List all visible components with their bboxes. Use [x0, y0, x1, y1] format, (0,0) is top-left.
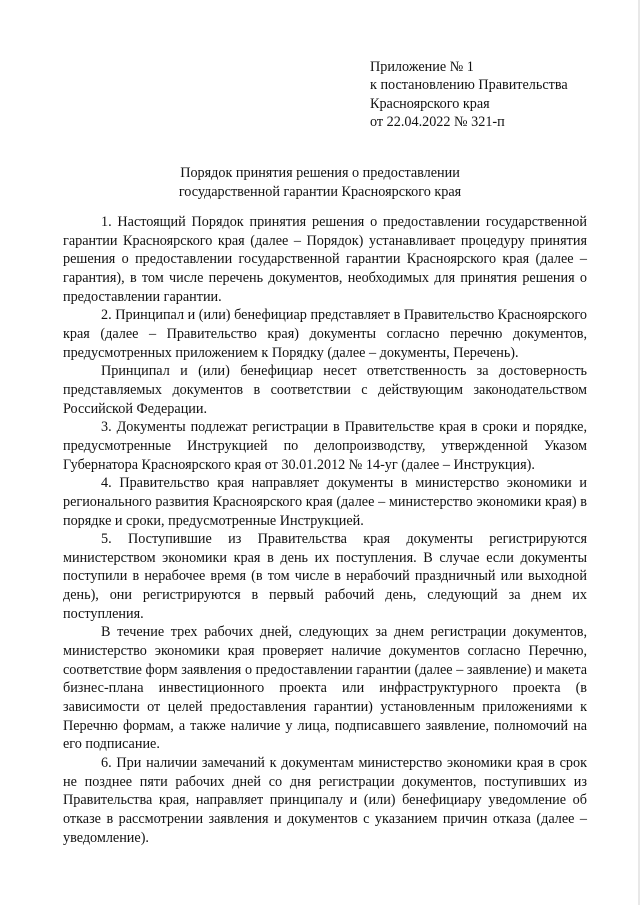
document-title	[60, 164, 580, 201]
appendix-header	[370, 58, 620, 131]
paragraph-2-responsibility: Принципал и (или) бенефициар несет ответственность за достоверность представляемых документов в соответствии с действующим законодательством Российской Федерации.	[63, 363, 587, 417]
paragraph-4: 4. Правительство края направляет документы в министерство экономики и регионального развития Красноярского края (далее – министерство экономики края) в порядке и сроки, предусмотренные Инструкцией.	[63, 475, 587, 529]
paragraph-3: 3. Документы подлежат регистрации в Правительстве края в сроки и порядке, предусмотренные Инструкцией по делопроизводству, утвержденной Указом Губернатора Красноярского края от 30.01.2012 № 14-уг (далее – Инструкция).	[63, 419, 587, 473]
paragraph-6: 6. При наличии замечаний к документам министерство экономики края в срок не позднее пяти рабочих дней со дня регистрации документов, поступивших из Правительства края, направляет принципалу и (или) бенефициару уведомление об отказе в рассмотрении заявления и документов с указанием причин отказа (далее – уведомление).	[63, 755, 587, 846]
appendix-date-number: от 22.04.2022 № 321-п	[370, 113, 505, 130]
appendix-resolution-ref: к постановлению Правительства	[370, 77, 568, 94]
paragraph-1: 1. Настоящий Порядок принятия решения о предоставлении государственной гарантии Красноярского края (далее – Порядок) устанавливает процедуру принятия решения о предоставлении государственной гарантии Красноярского края (далее – гарантия), в том числе перечень документов, необходимых для принятия решения о предоставлении гарантии.	[63, 214, 587, 305]
paragraph-5: 5. Поступившие из Правительства края документы регистрируются министерством экономики края в день их поступления. В случае если документы поступили в нерабочее время (в том числе в нерабочий праздничный или выходной день), они регистрируются в первый рабочий день, следующий за днем их поступления.	[63, 531, 587, 622]
appendix-number: Приложение № 1	[370, 59, 474, 75]
document-body	[63, 213, 587, 847]
title-line-2: государственной гарантии Красноярского края	[178, 183, 462, 200]
paragraph-2: 2. Принципал и (или) бенефициар представляет в Правительство Красноярского края (далее – Правительство края) документы согласно перечню документов, предусмотренных приложением к Порядку (далее – документы, Перечень).	[63, 307, 587, 361]
title-line-1: Порядок принятия решения о предоставлении	[180, 165, 460, 181]
paragraph-5-review: В течение трех рабочих дней, следующих за днем регистрации документов, министерство экономики края проверяет наличие документов согласно Перечню, соответствие форм заявления о предоставлении гарантии (далее – заявление) и макета бизнес-плана инвестиционного проекта или инфраструктурного проекта (в зависимости от целей предоставления гарантии) установленным приложениями к Перечню формам, а также наличие у лица, подписавшего заявление, полномочий на его подписание.	[63, 624, 587, 753]
appendix-region: Красноярского края	[370, 95, 490, 112]
